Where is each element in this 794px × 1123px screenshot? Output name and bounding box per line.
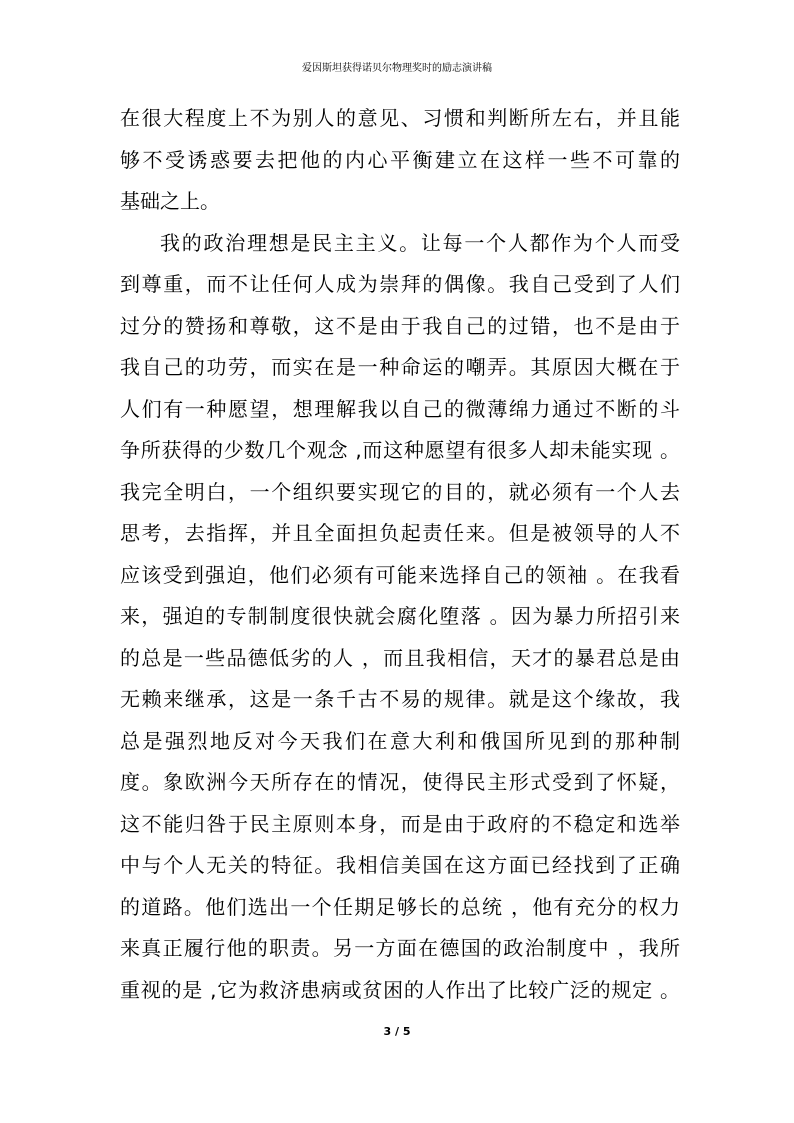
text-line: 到尊重，而不让任何人成为崇拜的偶像。我自己受到了人们 bbox=[120, 272, 680, 296]
text-line: 基础之上。 bbox=[120, 189, 220, 213]
running-header: 爱因斯坦获得诺贝尔物理奖时的励志演讲稿 bbox=[302, 63, 492, 74]
text-line: 总是强烈地反对今天我们在意大利和俄国所见到的那种制 bbox=[120, 728, 680, 753]
text-line: 人们有一种愿望，想理解我以自己的微薄绵力通过不断的斗 bbox=[120, 396, 680, 421]
text-line: 我完全明白，一个组织要实现它的目的，就必须有一个人去 bbox=[120, 479, 680, 504]
body-text bbox=[120, 98, 680, 1011]
text-line: 来真正履行他的职责。另一方面在德国的政治制度中 ，我所 bbox=[120, 936, 680, 960]
text-line: 够不受诱惑要去把他的内心平衡建立在这样一些不可靠的 bbox=[120, 147, 680, 172]
text-line: 过分的赞扬和尊敬，这不是由于我自己的过错，也不是由于 bbox=[120, 313, 680, 338]
text-line: 我的政治理想是民主主义。让每一个人都作为个人而受 bbox=[160, 230, 680, 255]
text-line: 应该受到强迫，他们必须有可能来选择自己的领袖 。在我看 bbox=[120, 562, 680, 587]
text-line: 无赖来继承，这是一条千古不易的规律。就是这个缘故，我 bbox=[120, 687, 680, 711]
text-line: 的道路。他们选出一个任期足够长的总统 ，他有充分的权力 bbox=[120, 894, 680, 919]
page-number: 3 / 5 bbox=[383, 1025, 411, 1038]
text-line: 在很大程度上不为别人的意见、习惯和判断所左右，并且能 bbox=[120, 106, 680, 130]
text-line: 这不能归咎于民主原则本身，而是由于政府的不稳定和选举 bbox=[120, 811, 680, 836]
text-line: 争所获得的少数几个观念 ,而这种愿望有很多人却未能实现 。 bbox=[120, 438, 680, 462]
text-line: 的总是一些品德低劣的人 ，而且我相信，天才的暴君总是由 bbox=[120, 645, 680, 670]
text-line: 来，强迫的专制制度很快就会腐化堕落 。因为暴力所招引来 bbox=[120, 604, 680, 628]
text-line: 我自己的功劳，而实在是一种命运的嘲弄。其原因大概在于 bbox=[120, 355, 680, 379]
text-line: 度。象欧洲今天所存在的情况，使得民主形式受到了怀疑， bbox=[120, 770, 680, 794]
text-line: 重视的是 ,它为救济患病或贫困的人作出了比较广泛的规定 。 bbox=[120, 977, 680, 1002]
text-line: 中与个人无关的特征。我相信美国在这方面已经找到了正确 bbox=[120, 853, 680, 877]
text-line: 思考，去指挥，并且全面担负起责任来。但是被领导的人不 bbox=[120, 521, 680, 545]
